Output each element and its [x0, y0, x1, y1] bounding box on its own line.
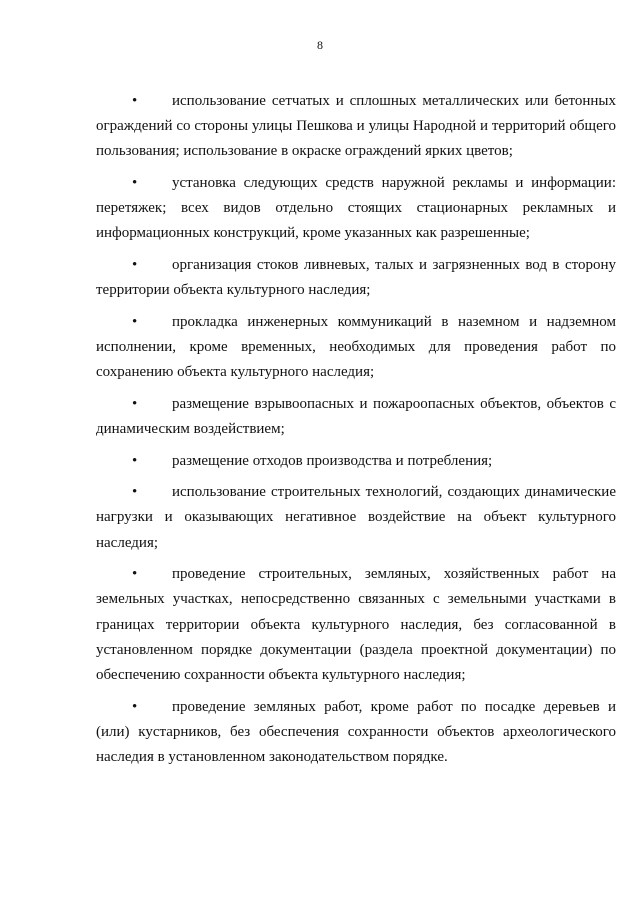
list-item [96, 562, 616, 688]
bullet-icon: • [132, 566, 138, 583]
list-item [96, 392, 616, 442]
list-item [96, 89, 616, 165]
list-item-text: прокладка инженерных коммуникаций в наземном и надземном исполнении, кроме временных, необходимых для проведения работ по сохранению объекта культурного наследия; [96, 313, 616, 381]
list-item-text: использование сетчатых и сплошных металлических или бетонных ограждений со стороны улицы Пешкова и улицы Народной и территорий общего пользования; использование в окраске ограждений ярких цветов; [96, 93, 616, 160]
page-number: 8 [317, 38, 323, 52]
list-item-text: размещение отходов производства и потребления; [172, 452, 493, 469]
list-item [96, 171, 616, 247]
list-item-text: проведение земляных работ, кроме работ по посадке деревьев и (или) кустарников, без обеспечения сохранности объектов археологического наследия в установленном законодательством порядке. [96, 698, 616, 765]
bullet-icon: • [132, 395, 138, 412]
bullet-icon: • [132, 698, 138, 715]
bullet-icon: • [132, 257, 138, 273]
list-item [96, 449, 616, 474]
bullet-icon: • [132, 93, 138, 109]
bullet-icon: • [132, 452, 138, 469]
list-item-text: организация стоков ливневых, талых и загрязненных вод в сторону территории объекта культурного наследия; [96, 257, 616, 299]
list-item [96, 695, 616, 771]
bullet-icon: • [132, 484, 138, 501]
list-item [96, 253, 616, 303]
list-item-text: установка следующих средств наружной рекламы и информации: перетяжек; всех видов отдельно стоящих стационарных рекламных и информационных конструкций, кроме указанных как разрешенные; [96, 175, 616, 242]
list-item [96, 480, 616, 556]
list-item [96, 310, 616, 386]
document-body [96, 89, 616, 777]
list-item-text: использование строительных технологий, создающих динамические нагрузки и оказывающих негативное воздействие на объект культурного наследия; [96, 484, 616, 551]
list-item-text: размещение взрывоопасных и пожароопасных объектов, объектов с динамическим воздействием; [96, 395, 616, 437]
bullet-icon: • [132, 313, 138, 330]
bullet-icon: • [132, 175, 138, 191]
list-item-text: проведение строительных, земляных, хозяйственных работ на земельных участках, непосредственно связанных с земельными участками в границах территории объекта культурного наследия, без согласованной в установленном порядке документации (раздела проектной документации) по обеспечению сохранности объекта культурного наследия; [96, 566, 616, 683]
